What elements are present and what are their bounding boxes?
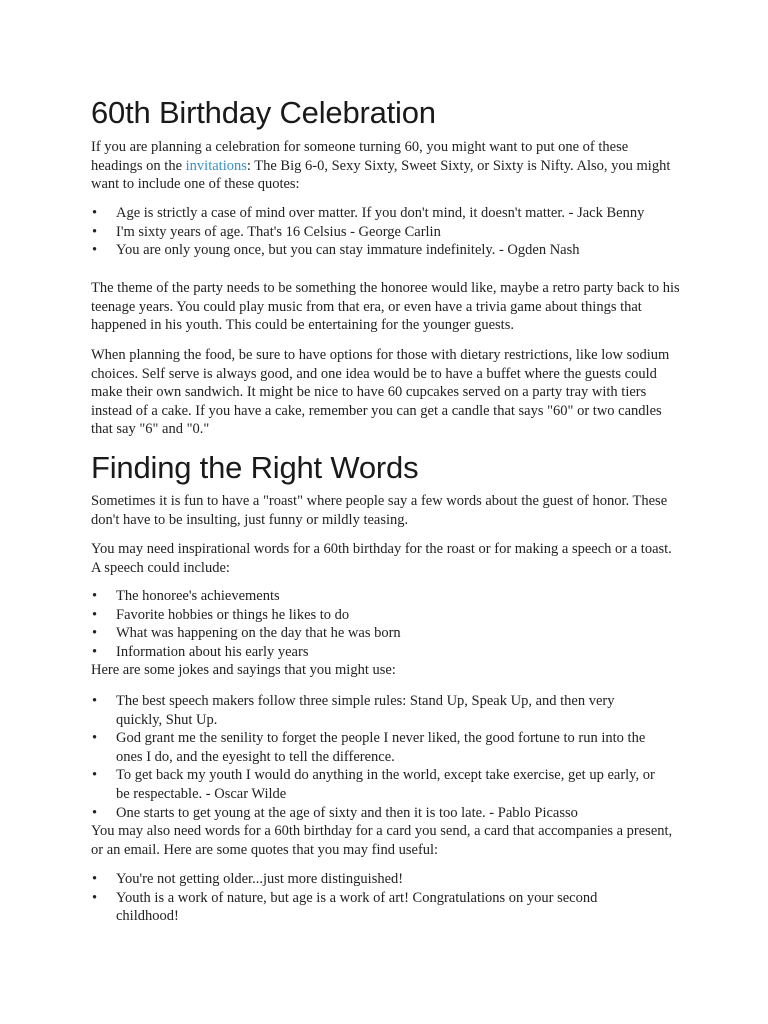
quotes-list xyxy=(91,204,661,260)
list-item: • I'm sixty years of age. That's 16 Celsius - George Carlin xyxy=(91,223,661,242)
list-item: • You are only young once, but you can stay immature indefinitely. - Ogden Nash xyxy=(91,241,661,260)
invitations-link[interactable]: invitations xyxy=(185,157,247,174)
intro-text-end: : The Big 6-0, Sexy Sixty, Sweet Sixty, or Sixty is Nifty. Also, you might want to include one of these quotes: xyxy=(91,157,671,193)
list-item: • What was happening on the day that he was born xyxy=(91,624,681,643)
list-item: • God grant me the senility to forget the people I never liked, the good fortune to run into the ones I do, and the eyesight to tell the difference. xyxy=(91,729,663,766)
food-paragraph: When planning the food, be sure to have options for those with dietary restrictions, like low sodium choices. Self serve is always good, and one idea would be to have a buffet where the guests could make their own sandwich. It might be nice to have 60 cupcakes served on a party tray with tiers instead of a cake. If you have a cake, remember you can get a candle that says "60" or two candles that say "6" and "0." xyxy=(91,347,670,438)
list-item: • You're not getting older...just more distinguished! xyxy=(91,870,651,889)
card-paragraph: You may also need words for a 60th birthday for a card you send, a card that accompanies a present, or an email. Here are some quotes that you may find useful: xyxy=(91,823,673,858)
card-quotes-list xyxy=(91,870,651,926)
jokes-list xyxy=(91,692,663,822)
list-item: • Youth is a work of nature, but age is a work of art! Congratulations on your second childhood! xyxy=(91,889,651,926)
list-item: • One starts to get young at the age of sixty and then it is too late. - Pablo Picasso xyxy=(91,804,663,823)
heading-finding-right-words: Finding the Right Words xyxy=(91,450,419,485)
jokes-intro: Here are some jokes and sayings that you might use: xyxy=(91,662,396,678)
speech-items-list xyxy=(91,587,681,661)
intro-text-start: If you are planning a celebration for someone turning 60, you might want to put one of these headings on the xyxy=(91,139,629,174)
heading-birthday-celebration: 60th Birthday Celebration xyxy=(91,95,436,130)
list-item: • Age is strictly a case of mind over matter. If you don't mind, it doesn't matter. - Jack Benny xyxy=(91,204,661,223)
intro-paragraph xyxy=(91,138,681,194)
list-item: • The best speech makers follow three simple rules: Stand Up, Speak Up, and then very quickly, Shut Up. xyxy=(91,692,663,729)
list-item: • The honoree's achievements xyxy=(91,587,681,606)
list-item: • Information about his early years xyxy=(91,643,681,662)
roast-paragraph: Sometimes it is fun to have a "roast" where people say a few words about the guest of honor. These don't have to be insulting, just funny or mildly teasing. xyxy=(91,493,668,528)
list-item: • Favorite hobbies or things he likes to do xyxy=(91,606,681,625)
speech-paragraph: You may need inspirational words for a 60th birthday for the roast or for making a speech or a toast. A speech could include: xyxy=(91,541,672,576)
list-item: • To get back my youth I would do anything in the world, except take exercise, get up early, or be respectable. - Oscar Wilde xyxy=(91,766,663,803)
theme-paragraph: The theme of the party needs to be something the honoree would like, maybe a retro party back to his teenage years. You could play music from that era, or even have a trivia game about things that happened in his youth. This could be entertaining for the younger guests. xyxy=(91,280,680,334)
